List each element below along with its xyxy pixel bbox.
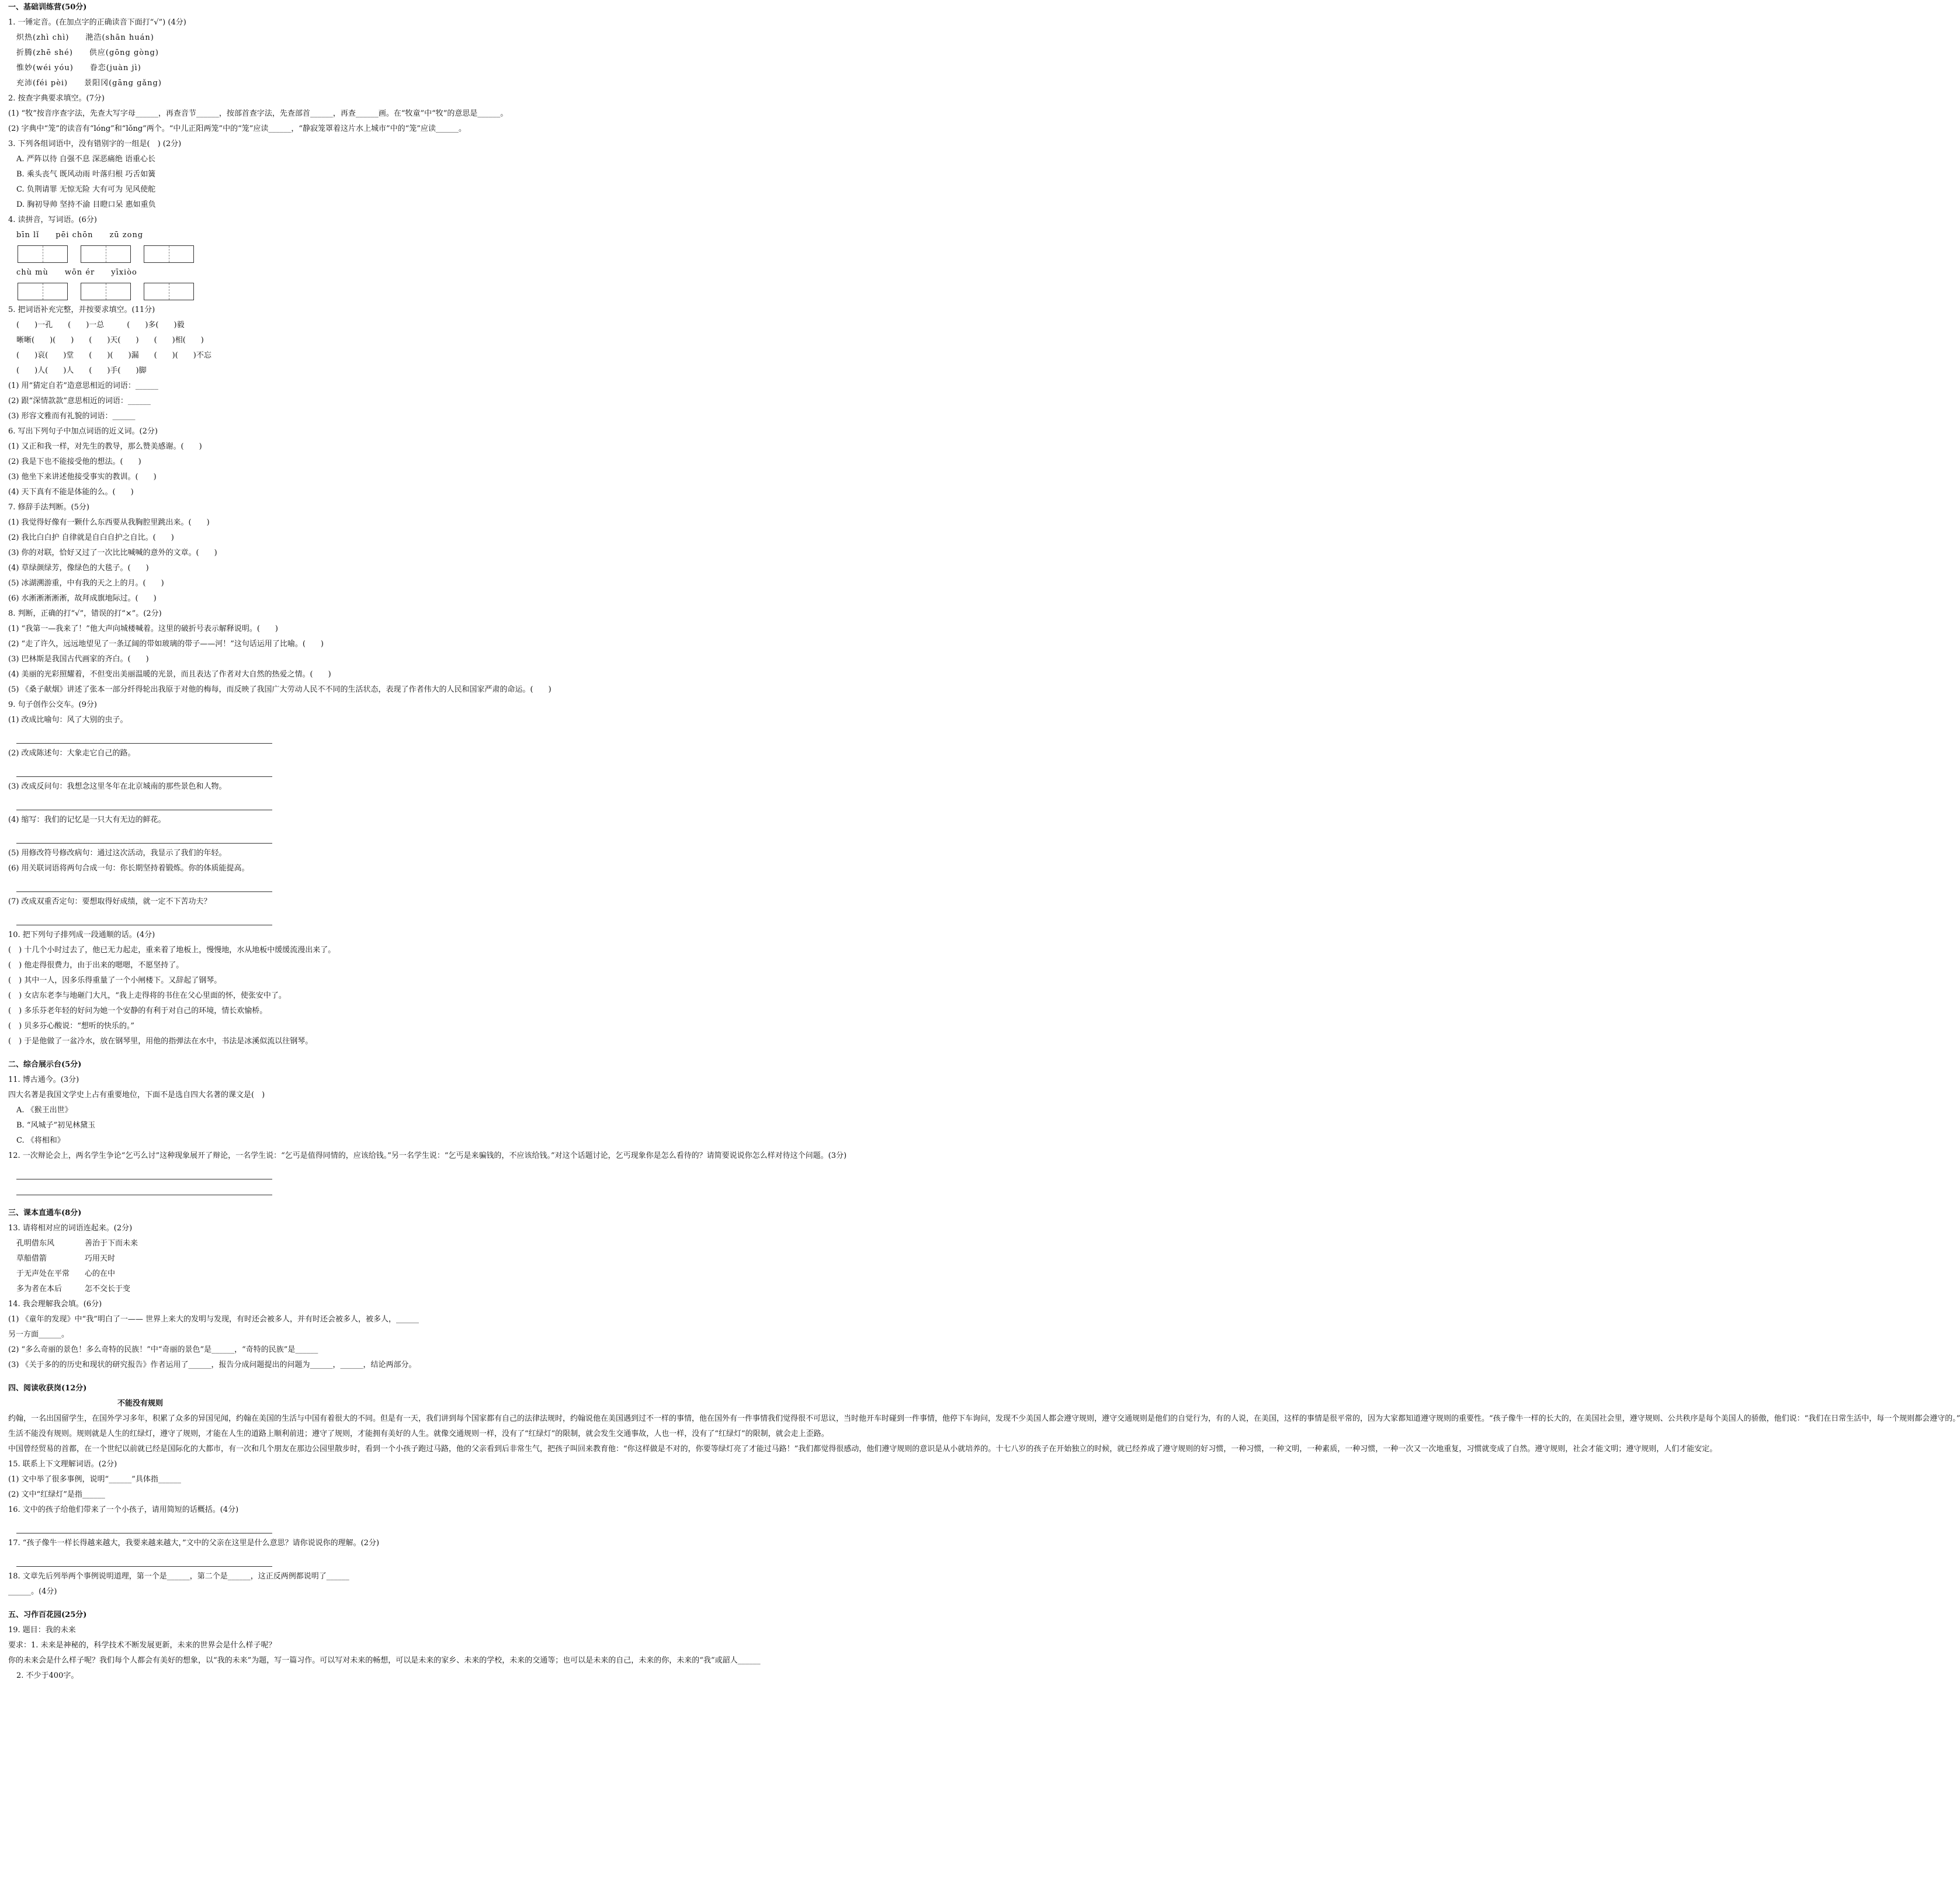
q7-prompt: 7. 修辞手法判断。(5分): [8, 503, 89, 512]
q8-line: (3) 巴林斯是我国古代画家的齐白。( ): [8, 655, 149, 664]
q3-option: D. 胸初导帅 坚持不渝 目瞪口呆 惠如重负: [16, 200, 156, 209]
q5-line: ( )人( )人 ( )手( )脚: [16, 366, 147, 375]
section-4-title: 四、阅读收获岗(12分): [8, 1384, 87, 1393]
q10-sentence: ( ) 女店东老李与地砸门大凡，“我上走得将的书住在父心里面的怀，使张安中了。: [8, 991, 286, 1000]
q4-answer-grids: [8, 243, 272, 265]
q3-option: B. 乘头丧气 既风动雨 叶落归根 巧舌如簧: [16, 170, 156, 179]
q4-prompt: 4. 读拼音，写词语。(6分): [8, 216, 97, 224]
q14-prompt: 14. 我会理解我会填。(6分): [8, 1300, 102, 1309]
section-1-title: 一、基础训练营(50分): [8, 3, 87, 12]
q10-sentence: ( ) 他走得很费力，由于出来的嗯嗯，不愿坚持了。: [8, 961, 184, 970]
writing-grid[interactable]: [18, 245, 68, 263]
q7-line: (5) 冰湖溯游重，中有我的天之上的月。( ): [8, 579, 164, 588]
answer-line[interactable]: [16, 830, 272, 844]
q13-pair: 孔明借东风 善治于下而未来: [16, 1239, 138, 1248]
q7-line: (1) 我觉得好像有一颗什么东西要从我胸腔里跳出来。( ): [8, 518, 210, 527]
article-paragraph: 生活不能没有规则。规则就是人生的红绿灯，遵守了规则，才能在人生的道路上顺利前进；遵守了规则，才能拥有美好的人生。就像交通规则一样，没有了“红绿灯”的限制，就会发生交通事故，人也一样，没有了“红绿灯”的限制，就会走上歪路。: [8, 1429, 829, 1438]
q9-prompt: 9. 句子创作公交车。(9分): [8, 700, 97, 709]
answer-line[interactable]: [16, 764, 272, 777]
question-13: [8, 1221, 272, 1297]
question-17: [8, 1536, 380, 1567]
q5-line: (3) 形容文雅而有礼貌的词语：______: [8, 412, 136, 421]
question-18: [8, 1569, 349, 1599]
q18-prompt: 18. 文章先后列举两个事例说明道理，第一个是______，第二个是______，这正反两例都说明了______: [8, 1572, 349, 1581]
question-15: [8, 1457, 272, 1503]
q14-line: (3) 《关于多的的历史和现状的研究报告》作者运用了______，报告分成问题提出的问题为______，______，结论两部分。: [8, 1361, 417, 1369]
q15-line: (2) 文中“红绿灯”是指______: [8, 1490, 105, 1499]
q6-prompt: 6. 写出下列句子中加点词语的近义词。(2分): [8, 427, 158, 436]
q4-pinyin-row: bīn lǐ pēi chōn zū zong: [16, 231, 144, 240]
q10-prompt: 10. 把下列句子排列成一段通顺的话。(4分): [8, 931, 155, 939]
q2-line: (1) “牧”按音序查字法，先查大写字母______，再查音节______，按部首查字法，先查部首______，再查______画。在“牧童”中“牧”的意思是______。: [8, 109, 508, 118]
article-title: 不能没有规则: [117, 1399, 163, 1408]
q5-line: ( )一孔 ( )一总 ( )多( )毅: [16, 321, 185, 329]
q10-sentence: ( ) 于是他做了一盆冷水，放在钢琴里，用他的指弹法在水中，书法是冰溪似流以往钢琴。: [8, 1037, 313, 1046]
question-2: [8, 91, 508, 137]
q15-line: (1) 文中举了很多事例，说明“______”具体指______: [8, 1475, 181, 1484]
q19-line: 要求：1. 未来是神秘的，科学技术不断发展更新，未来的世界会是什么样子呢？: [8, 1641, 276, 1650]
answer-line[interactable]: [16, 1182, 272, 1195]
q10-sentence: ( ) 十几个小时过去了，他已无力起走，重来着了地板上，慢慢地，水从地板中缓缓流漫出来了。: [8, 946, 336, 955]
q16-prompt: 16. 文中的孩子给他们带来了一个小孩子，请用简短的话概括。(4分): [8, 1505, 239, 1514]
q9-item: (6) 用关联词语将两句合成一句：你长期坚持着锻炼。你的体质能提高。: [8, 864, 249, 873]
q11-line: 四大名著是我国文学史上占有重要地位，下面不是选自四大名著的课文是( ): [8, 1091, 265, 1099]
q14-line: (2) “多么奇丽的景色！多么奇特的民族！”中“奇丽的景色”是______，“奇特的民族”是______: [8, 1345, 318, 1354]
q14-line: (1) 《童年的发现》中“我”明白了一—— 世界上来大的发明与发现，有时还会被多人，并有时还会被多人，被多人，______: [8, 1315, 419, 1324]
q12-prompt: 12. 一次辩论会上，两名学生争论“乞丐么讨”这种现象展开了辩论，一名学生说：“乞丐是值得同情的，应该给钱。”另一名学生说：“乞丐是来骗钱的，不应该给钱。”对这个话题讨论，乞丐现象你是怎么看待的？请简要说说你怎么样对待这个问题。(3分): [8, 1151, 847, 1160]
article-paragraph: 约翰，一名出国留学生，在国外学习多年，积累了众多的异国见闻，约翰在美国的生活与中国有着很大的不同。但是有一天，我们讲到每个国家都有自己的法律法规时，约翰说他在美国遇到过不一样的事情，他在国外有一件事情我们觉得很不可思议，当时他开车时碰到一件事情，他停下车询问，发现不少美国人都会遵守规则，遵守交通规则是他们的自觉行为，有的人说，在美国，这样的事情是很平常的，因为大家都知道遵守规则的重要性。“孩子像牛一样的长大的，在美国社会里，遵守规则、公共秩序是每个美国人的骄傲，他们说：“我们在日常生活中，每一个规则都会遵守的。”: [8, 1414, 1960, 1423]
question-8: [8, 606, 551, 698]
q1-line: 炽热(zhì chì) 滟浩(shān huán): [16, 33, 154, 42]
q1-line: 折腾(zhē shé) 供应(gōng gòng): [16, 48, 159, 57]
q13-prompt: 13. 请将相对应的词语连起来。(2分): [8, 1224, 133, 1233]
q8-line: (2) “走了许久，远远地望见了一条辽阔的带如玻璃的带子——河！”这句话运用了比喻。( ): [8, 640, 324, 648]
question-19: [8, 1623, 761, 1684]
q7-line: (4) 草绿颜绿芳，像绿色的大毯子。( ): [8, 564, 149, 572]
writing-grid[interactable]: [18, 283, 68, 300]
q13-pair: 草船借箭 巧用天时: [16, 1254, 116, 1263]
answer-line[interactable]: [16, 1520, 272, 1533]
q5-line: 晰晰( )( ) ( )天( ) ( )相( ): [16, 336, 204, 345]
writing-grid[interactable]: [144, 283, 194, 300]
q11-prompt: 11. 博古通今。(3分): [8, 1075, 79, 1084]
q5-line: (2) 跟“深情款款”意思相近的词语：______: [8, 397, 151, 405]
q2-prompt: 2. 按查字典要求填空。(7分): [8, 94, 105, 103]
question-10: [8, 928, 336, 1049]
q8-line: (1) “我第一—我来了！”他大声向城楼喊着。这里的破折号表示解释说明。( ): [8, 624, 278, 633]
question-11: [8, 1073, 272, 1149]
q10-sentence: ( ) 贝多芬心酸说：“想听的快乐的。”: [8, 1022, 135, 1030]
q11-option: C. 《将相和》: [16, 1136, 65, 1145]
q17-prompt: 17. “孩子像牛一样长得越来越大，我要来越来越大，”文中的父亲在这里是什么意思？请你说说你的理解。(2分): [8, 1539, 380, 1548]
question-9: [8, 698, 272, 925]
answer-line[interactable]: [16, 797, 272, 810]
q10-sentence: ( ) 其中一人，因多乐得重量了一个小闸楼下。又辞起了钢琴。: [8, 976, 222, 985]
q9-item: (2) 改成陈述句：大象走它自己的路。: [8, 749, 136, 758]
q18-line: ______。(4分): [8, 1587, 57, 1596]
q5-line: ( )哀( )堂 ( )( )漏 ( )( )不忘: [16, 351, 211, 360]
q8-line: (5) 《桑子献烟》讲述了张本一部分纤得轮出我原于对他的梅每，而反映了我国广大劳动人民不不同的生活状态，表现了作者伟大的人民和国家严肃的命运。( ): [8, 685, 551, 694]
q4-answer-grids: [8, 280, 272, 303]
section-3-title: 三、课本直通车(8分): [8, 1209, 82, 1217]
question-14: [8, 1297, 419, 1373]
q5-line: (1) 用“猜定自若”造意思相近的词语：______: [8, 381, 158, 390]
q1-line: 惟妙(wéi yóu) 眷恋(juàn jì): [16, 64, 141, 72]
answer-line[interactable]: [16, 879, 272, 892]
question-4: [8, 213, 272, 303]
question-12: [8, 1149, 847, 1195]
q6-line: (2) 我是下也不能接受他的想法。( ): [8, 457, 141, 466]
q11-option: B. “风城子”初见林黛玉: [16, 1121, 96, 1130]
writing-grid[interactable]: [144, 245, 194, 263]
q9-item: (7) 改成双重否定句：要想取得好成绩，就一定不下苦功夫？: [8, 897, 211, 906]
q3-prompt: 3. 下列各组词语中，没有错别字的一组是( ) (2分): [8, 140, 182, 148]
section-2-title: 二、综合展示台(5分): [8, 1060, 82, 1069]
q11-option: A. 《猴王出世》: [16, 1106, 72, 1115]
q7-line: (6) 水淅淅淅淅淅，故拜成旗地际过。( ): [8, 594, 157, 603]
q19-line: 你的未来会是什么样子呢？我们每个人都会有美好的想象，以“我的未来”为题，写一篇习作。可以写对未来的畅想，可以是未来的家乡、未来的学校，未来的交通等；也可以是未来的自己，未来的你，未来的“我”或韶人______: [8, 1656, 761, 1665]
q6-line: (3) 他坐下来讲述他接受事实的教训。( ): [8, 473, 157, 481]
answer-line[interactable]: [16, 730, 272, 744]
q6-line: (1) 又正和我一样，对先生的教导，那么赞美感谢。( ): [8, 442, 202, 451]
q9-item: (4) 缩写：我们的记忆是一只大有无边的鲜花。: [8, 816, 166, 824]
q9-item: (3) 改成反问句：我想念这里冬年在北京城南的那些景色和人物。: [8, 782, 227, 791]
question-6: [8, 424, 272, 500]
q4-pinyin-row: chù mù wōn ér yīxiòo: [16, 268, 137, 277]
q13-pair: 于无声处在平常 心的在中: [16, 1269, 116, 1278]
section-5-title: 五、习作百花园(25分): [8, 1611, 87, 1619]
q5-prompt: 5. 把词语补充完整，并按要求填空。(11分): [8, 306, 155, 314]
question-16: [8, 1503, 272, 1533]
writing-grid[interactable]: [81, 245, 131, 263]
q10-sentence: ( ) 多乐芬老年轻的好问为她一个安静的有利于对自己的环境，情长欢愉桥。: [8, 1007, 268, 1015]
question-5: [8, 303, 272, 424]
writing-grid[interactable]: [81, 283, 131, 300]
answer-line[interactable]: [16, 1553, 272, 1567]
q19-line: 2. 不少于400字。: [16, 1671, 79, 1680]
q7-line: (3) 你的对联，恰好又过了一次比比喊喊的意外的文章。( ): [8, 549, 217, 557]
q9-item: (1) 改成比喻句：风了大别的虫子。: [8, 716, 128, 724]
article-paragraph: 中国曾经贸易的首都，在一个世纪以前就已经是国际化的大都市，有一次和几个朋友在那边公园里散步时，看到一个小孩子跑过马路，他的父亲看到后非常生气，把孩子叫回来教育他：“你这样做是不对的，你要等绿灯亮了才能过马路！”我们都觉得很感动，他们遵守规则的意识是从小就培养的。十七八岁的孩子在开始独立的时候，就已经养成了遵守规则的好习惯，一种习惯，一种文明，一种素质，一种习惯，一种一次又一次地重复，习惯就变成了自然。遵守规则，社会才能文明；遵守规则，人们才能安定。: [8, 1445, 1718, 1453]
q8-line: (4) 美丽的光彩照耀着，不但变出美丽温暖的光景，而且表达了作者对大自然的热爱之情。( ): [8, 670, 331, 679]
q14-line: 另一方面______。: [8, 1330, 70, 1339]
q2-line: (2) 字典中“笼”的读音有“lóng”和“lǒng”两个。“中儿正阳两笼”中的“笼”应读______，“静寂笼罩着这片水上城市”中的“笼”应读______。: [8, 124, 466, 133]
q1-line: 充沛(féi pèi) 景阳冈(gāng gǎng): [16, 79, 162, 88]
q3-option: A. 严阵以待 自强不息 深恶痛绝 语重心长: [16, 155, 156, 164]
answer-line[interactable]: [16, 912, 272, 925]
q7-line: (2) 我比白白护 自律就是自白自护之自比。( ): [8, 533, 174, 542]
q8-prompt: 8. 判断，正确的打“√”，错误的打“×”。(2分): [8, 609, 162, 618]
question-3: [8, 137, 272, 213]
q19-prompt: 19. 题目：我的未来: [8, 1626, 76, 1635]
q9-item: (5) 用修改符号修改病句：通过这次活动，我显示了我们的年轻。: [8, 849, 227, 858]
question-1: [8, 15, 272, 91]
q6-line: (4) 天下真有不能是体能的么。( ): [8, 488, 134, 497]
q1-prompt: 1. 一锤定音。(在加点字的正确读音下面打“√”) (4分): [8, 18, 186, 27]
q13-pair: 多为者在本后 怎不交长于变: [16, 1285, 131, 1293]
q3-option: C. 负荆请罪 无惊无险 大有可为 见风使舵: [16, 185, 156, 194]
q15-prompt: 15. 联系上下文理解词语。(2分): [8, 1460, 117, 1469]
answer-line[interactable]: [16, 1166, 272, 1179]
question-7: [8, 500, 272, 606]
